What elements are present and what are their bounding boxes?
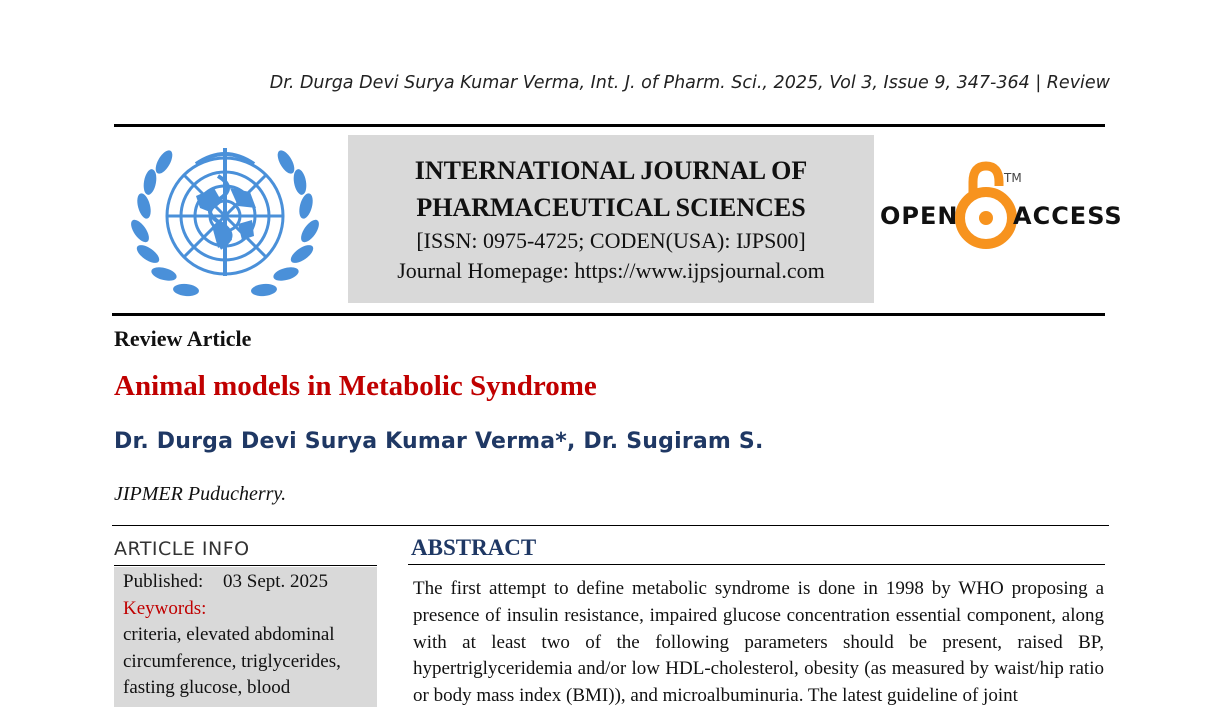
published-row <box>123 569 377 596</box>
open-access-open-text: OPEN <box>880 202 959 230</box>
journal-title <box>348 152 874 226</box>
keywords-line: criteria, elevated abdominal <box>123 624 335 645</box>
published-date: 03 Sept. 2025 <box>223 571 329 592</box>
journal-issn: [ISSN: 0975-4725; CODEN(USA): IJPS00] <box>416 228 806 253</box>
open-access-tm-text: TM <box>1004 171 1022 185</box>
abstract-heading: ABSTRACT <box>411 535 537 560</box>
journal-homepage[interactable]: Journal Homepage: https://www.ijpsjournal.com <box>397 258 825 283</box>
header-rule-top <box>114 124 1105 127</box>
article-authors: Dr. Durga Devi Surya Kumar Verma*, Dr. Sugiram S. <box>114 429 764 454</box>
keywords-line: circumference, triglycerides, <box>123 650 341 672</box>
header-rule-bottom <box>112 313 1105 316</box>
journal-title-line1: INTERNATIONAL JOURNAL OF <box>414 156 808 185</box>
published-label: Published: <box>123 571 204 592</box>
article-info-rule <box>114 565 377 566</box>
abstract-rule <box>408 564 1105 565</box>
article-title: Animal models in Metabolic Syndrome <box>114 370 597 402</box>
journal-masthead <box>348 135 874 303</box>
article-type: Review Article <box>114 326 252 351</box>
open-access-logo-icon <box>880 162 1123 254</box>
open-access-access-text: ACCESS <box>1013 202 1123 230</box>
article-info-box <box>114 567 377 707</box>
journal-title-line2: PHARMACEUTICAL SCIENCES <box>416 193 806 222</box>
section-divider <box>112 525 1109 526</box>
keywords-line: fasting glucose, blood <box>123 677 291 698</box>
author-affiliation: JIPMER Puducherry. <box>114 483 287 505</box>
keywords-label: Keywords: <box>123 597 207 619</box>
abstract-text: The first attempt to define metabolic syndrome is done in 1998 by WHO proposing a presence of insulin resistance, impaired glucose concentration essential component, along with at least two of the following parameters should be present, raised BP, hypertriglyceridemia and/or low HDL-cholesterol, obesity (as measured by waist/hip ratio or body mass index (BMI)), and microalbuminuria. The latest guideline of joint <box>413 578 1104 707</box>
running-head: Dr. Durga Devi Surya Kumar Verma, Int. J. of Pharm. Sci., 2025, Vol 3, Issue 9, 347-364 | Review <box>269 73 1110 93</box>
journal-emblem-icon <box>126 136 324 306</box>
article-info-heading: ARTICLE INFO <box>114 538 250 560</box>
